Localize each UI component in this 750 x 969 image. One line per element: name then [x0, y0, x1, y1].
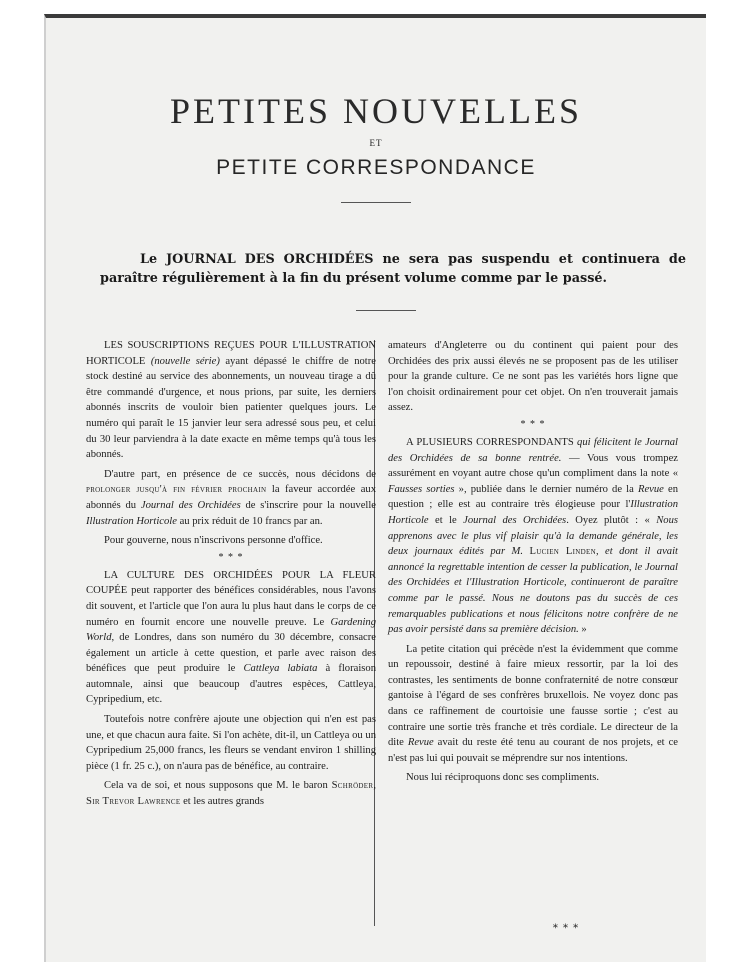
header-divider [341, 202, 411, 203]
correspondents-subject: qui félicitent le Journal des Orchidées de sa bonne rentrée. [388, 436, 678, 464]
culture-lead: LA CULTURE DES ORCHIDÉES POUR LA FLEUR COUPÉE [86, 569, 376, 597]
section-stars: * * * [218, 551, 244, 563]
supposition-text-b: , [373, 780, 376, 792]
correspondents-text-c: », publiée dans le dernier numéro de la [454, 483, 638, 495]
correspondents-text-e: et le [428, 514, 464, 526]
illustration-ref: Illustration Horticole [388, 499, 678, 526]
notice-prefix: Le [140, 252, 167, 267]
notice-journal-name: JOURNAL DES ORCHIDÉES [166, 252, 374, 267]
supposition-text-a: Cela va de soi, et nous supposons que M. le baron [104, 780, 332, 792]
gardening-world-ref: Gardening World [86, 616, 376, 644]
correspondents-text-b: — Vous vous trompez assurément en voyant autre chose qu'un compliment dans la note « [388, 452, 678, 480]
left-column [86, 338, 376, 814]
right-column [388, 338, 678, 790]
subscriptions-text: ayant dépassé le chiffre de notre stock destiné au service des abonnements, un nouveau tirage a dû être commandé d'urgence, et nous prions, par suite, les derniers abonnés inscrits de vouloir bien patienter quelques jours. Le numéro qui paraît le 15 janvier leur sera adressé sous peu, et celui du 30 leur parviendra à la date exacte en même temps qu'à tous les abonnés. [86, 355, 376, 461]
section-stars: * * * [520, 418, 546, 430]
schroder-name: Schröder [331, 780, 374, 792]
correspondents-text-d: en question ; elle est au contraire très élogieuse pour l' [388, 483, 678, 511]
page-subtitle: PETITE CORRESPONDANCE [216, 156, 536, 179]
extension-text-a: D'autre part, en présence de ce succès, nous décidons de [104, 468, 376, 480]
citation-paragraph [388, 642, 678, 767]
correspondents-text-f: . Oyez plutôt : « [566, 514, 657, 526]
supposition-text-c: et les autres grands [180, 796, 264, 808]
closing-stars: * * * [552, 923, 580, 934]
fausses-sorties-ref: Fausses sorties [388, 483, 455, 495]
journal-ref: Journal des Orchidées [463, 514, 567, 526]
revue-ref: Revue [637, 483, 664, 495]
culture-text-a: peut rapporter des bénéfices considérables, nous l'avons dit souvent, et l'article que l'on aura lu plus haut dans le corps de ce numéro en fournit encore une nouvelle preuve. Le [86, 585, 376, 628]
journal-page [44, 14, 706, 962]
correspondents-paragraph [388, 435, 678, 638]
supposition-paragraph [86, 778, 376, 809]
quotation-part-2: , et dont il avait annoncé la regrettable intention de cesser la publication, le Journal des Orchidées et l'Illustration Horticole, continueront de paraître comme par le passé. Nous ne doutons pas du succès de ces remarquables publications et nous félicitons notre confrère de ne pas avoir persisté dans sa première décision. [388, 546, 678, 636]
notice-text: ne sera pas suspendu et continuera de paraître régulièrement à la fin du présent volume comme par le passé. [100, 252, 686, 286]
citation-text-a: La petite citation qui précède n'est la évidemment que comme un repoussoir, destiné à faire mieux ressortir, par la loi des contrastes, les sentiments de bonne confraternité de notre consœur gantoise à l'égard de ses confrères bruxellois. Ne voyez donc pas dans ce raffinement de courtoisie une fausse sortie ; c'est au contraire une sortie très franche et très cordiale. Le directeur de la dite [388, 643, 678, 749]
citation-text-b: avait du reste été tenu au courant de nos projets, et ce n'est pas lui qui pouvait se méprendre sur nos intentions. [388, 737, 678, 764]
revue-ref-2: Revue [407, 737, 434, 749]
quotation-close: » [578, 624, 587, 636]
cattleya-ref: Cattleya labiata [243, 663, 318, 675]
culture-paragraph [86, 568, 376, 708]
quotation-part-1: Nous apprenons avec le plus vif plaisir qu'à la demande générale, les deux journaux édités par M. [388, 514, 678, 558]
extension-paragraph [86, 467, 376, 529]
culture-text-c: à floraison automnale, ainsi que beaucoup d'autres espèces, Cattleya, Cypripedium, etc. [86, 663, 376, 706]
subscriptions-lead: LES SOUSCRIPTIONS REÇUES POUR L'ILLUSTRATION HORTICOLE [86, 340, 376, 367]
office-paragraph: Pour gouverne, nous n'inscrivons personne d'office. [104, 535, 323, 547]
notice-divider [356, 310, 416, 311]
title-conjunction: ET [369, 138, 383, 148]
subscriptions-paragraph [86, 338, 376, 463]
objection-paragraph: Toutefois notre confrère ajoute une objection qui n'en est pas une, et que chacun aura faite. Si l'on achète, dit-il, un Cattleya ou un Cypripedium 25,000 francs, les fleurs se vendant environ 1 shilling pièce (1 fr. 25 c.), on n'aura pas de bénéfice, au contraire. [86, 714, 376, 772]
extension-text-d: au prix réduit de 10 francs par an. [176, 515, 323, 527]
journal-title-ref: Journal des Orchidées [140, 499, 241, 511]
page-title: PETITES NOUVELLES [170, 91, 582, 131]
correspondents-lead: A PLUSIEURS CORRESPONDANTS [406, 436, 574, 448]
amateurs-paragraph: amateurs d'Angleterre ou du continent qui paient pour des Orchidées des prix aussi élevés ne se proposent pas de les utiliser pour la grande culture. Ce ne sont pas les variétés hors ligne que l'on choisit ordinairement pour cet objet. On n'en trouverait jamais assez. [388, 340, 678, 414]
linden-name: Lucien Linden [529, 546, 596, 558]
extension-text-c: de s'inscrire pour la nouvelle [240, 499, 376, 511]
compliments-paragraph: Nous lui réciproquons donc ses compliments. [406, 772, 600, 784]
culture-text-b: , de Londres, dans son numéro du 30 décembre, consacre également un article à cette question, et parle avec raison des bénéfices que peut produire le [86, 632, 376, 675]
publication-notice [100, 250, 686, 288]
extension-text-b: la faveur accordée aux abonnés du [86, 484, 376, 511]
series-note: (nouvelle série) [150, 355, 220, 367]
lawrence-name: Sir Trevor Lawrence [86, 796, 181, 808]
extension-deadline: prolonger jusqu'à fin février prochain [86, 484, 267, 496]
illustration-title-ref: Illustration Horticole [86, 515, 177, 527]
page-header [46, 90, 706, 203]
